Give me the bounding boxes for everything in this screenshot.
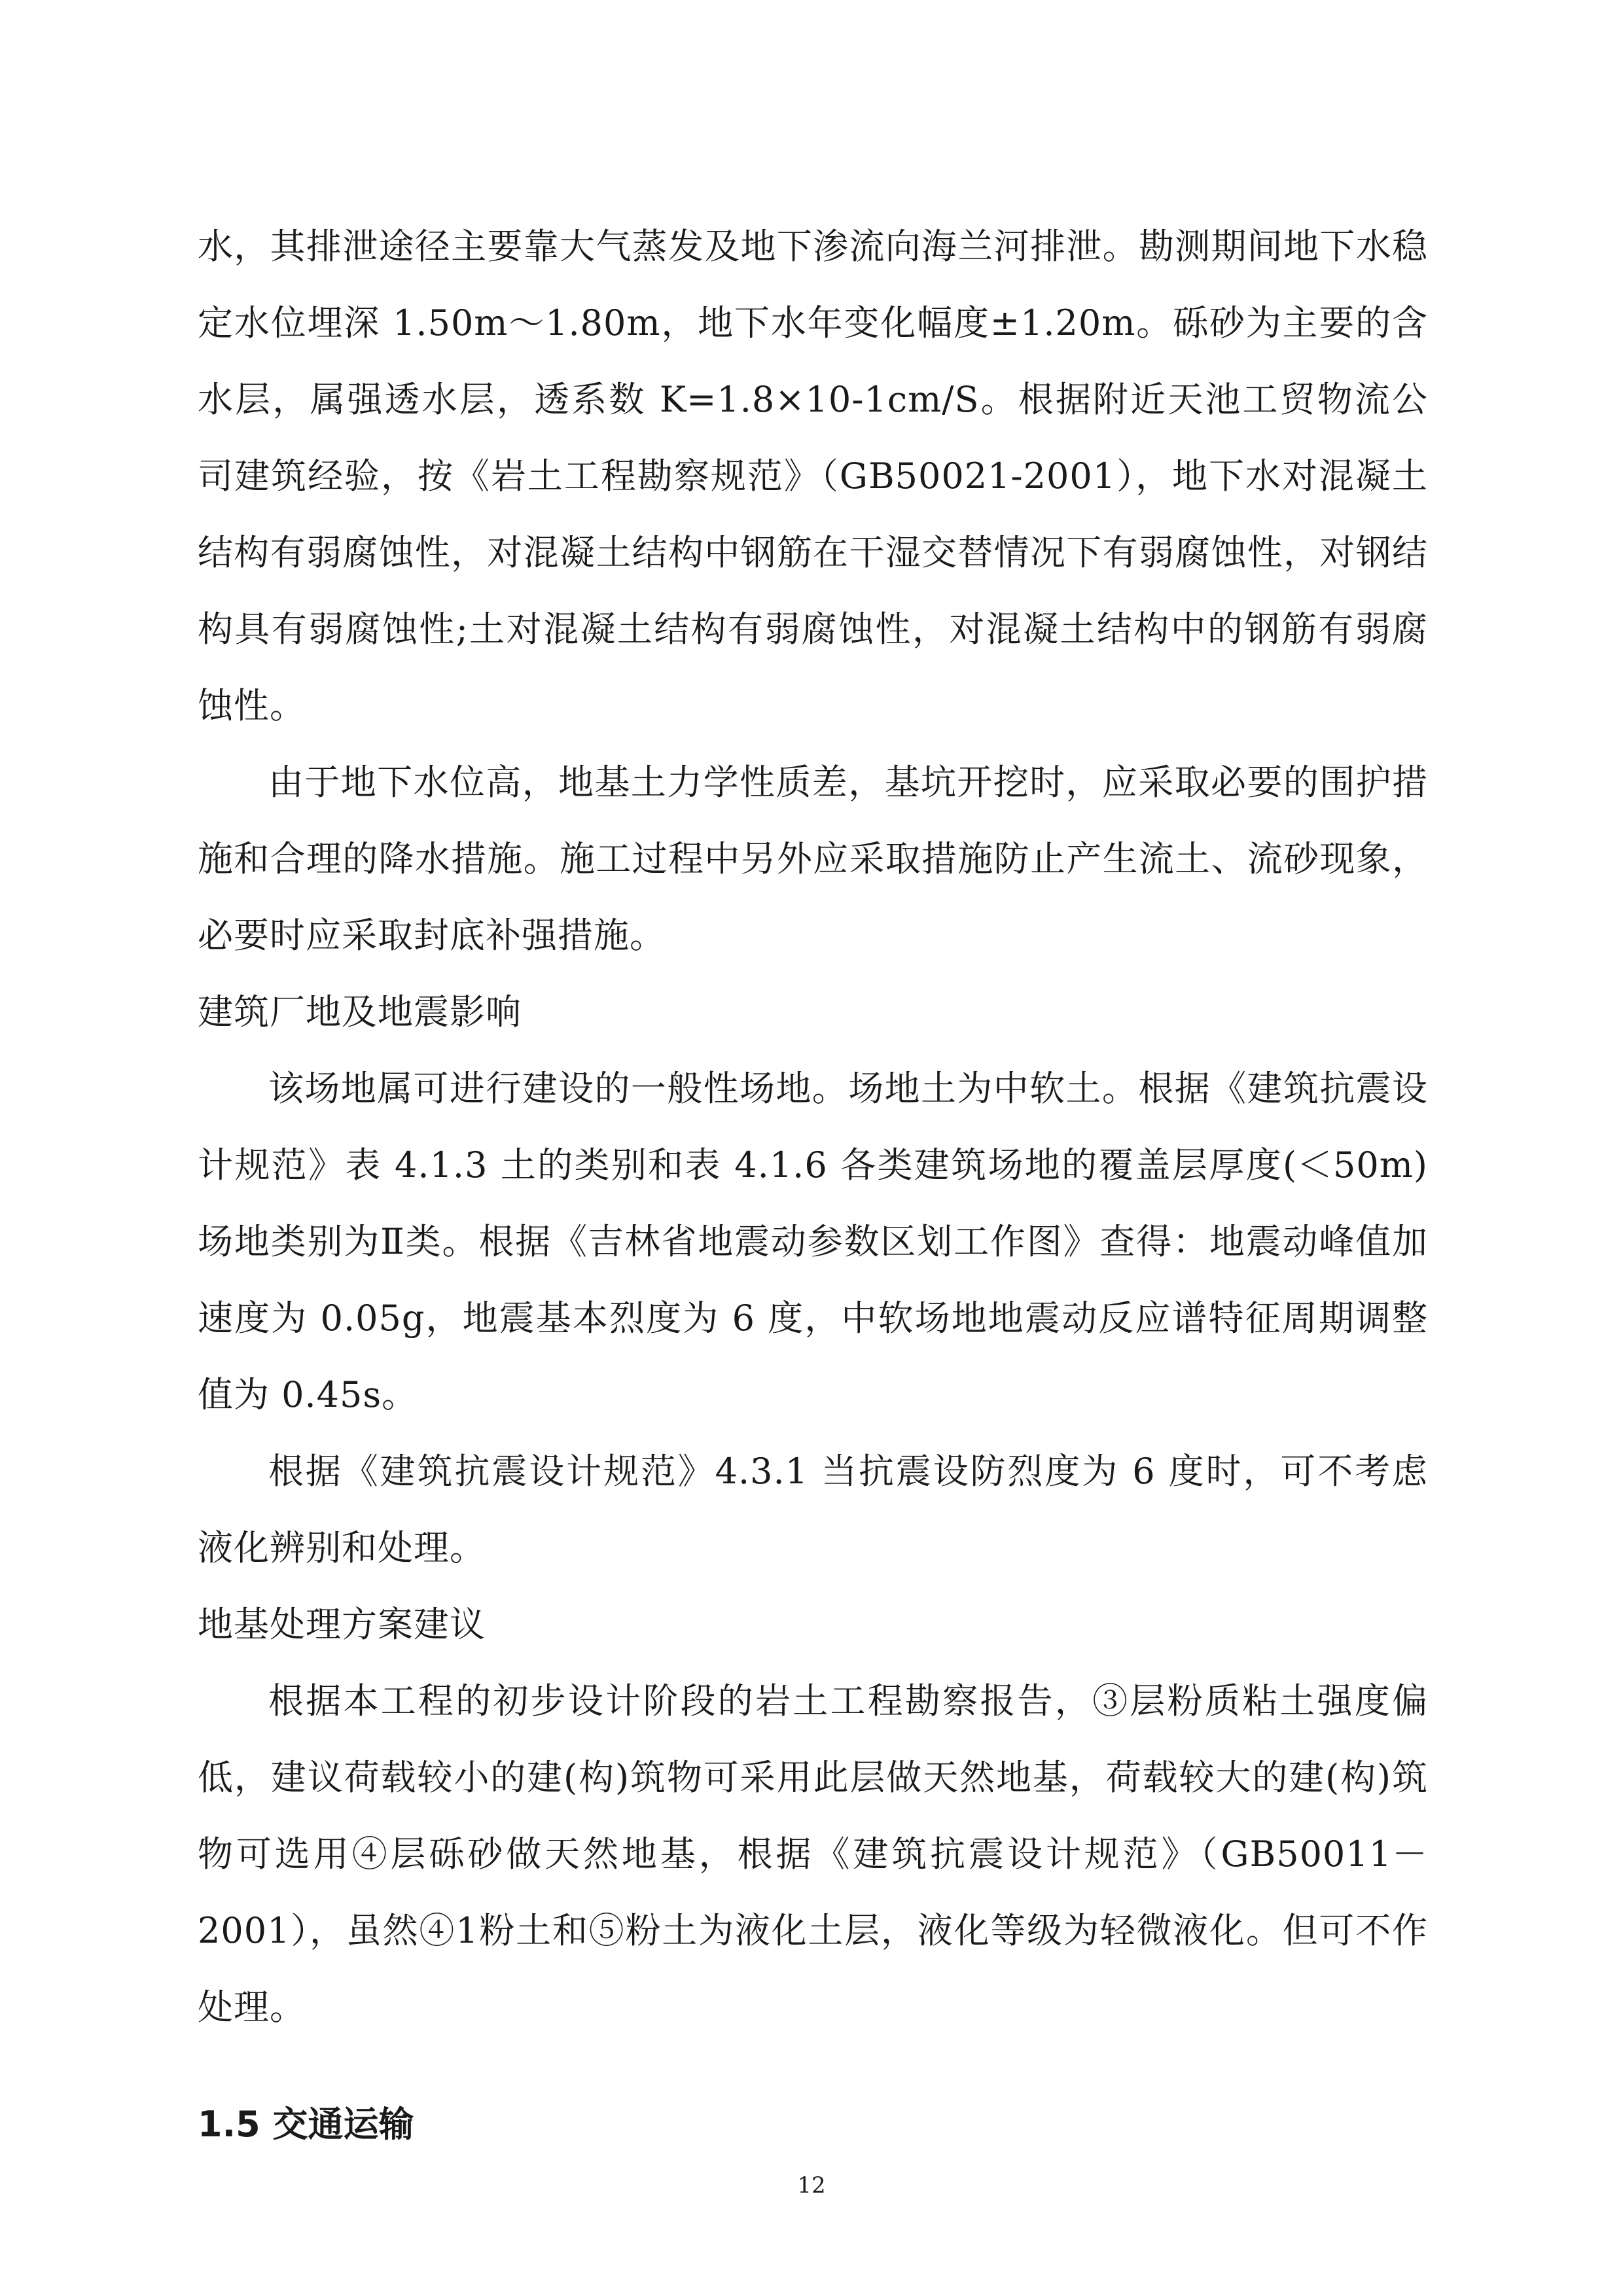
paragraph-liquefaction: 根据《建筑抗震设计规范》4.3.1 当抗震设防烈度为 6 度时，可不考虑液化辨别和处理。 [198,1451,1428,1568]
paragraph-foundation-recommendation: 根据本工程的初步设计阶段的岩土工程勘察报告，③层粉质粘土强度偏低，建议荷载较小的建(构)筑物可采用此层做天然地基，荷载较大的建(构)筑物可选用④层砾砂做天然地基，根据《建筑抗震设计规范》（GB50011－2001），虽然④1粉土和⑤粉土为液化土层，液化等级为轻微液化。但可不作处理。 [198,1680,1428,2028]
paragraph-foundation-pit: 由于地下水位高，地基土力学性质差，基坑开挖时，应采取必要的围护措施和合理的降水措施。施工过程中另外应采取措施防止产生流土、流砂现象，必要时应采取封底补强措施。 [198,762,1428,956]
subheading-site-seismic: 建筑厂地及地震影响 [198,991,522,1033]
subheading-foundation-treatment: 地基处理方案建议 [198,1604,486,1645]
page-number: 12 [797,2172,826,2199]
page-content [198,208,1428,2163]
paragraph-groundwater: 水，其排泄途径主要靠大气蒸发及地下渗流向海兰河排泄。勘测期间地下水稳定水位埋深 1.50m～1.80m，地下水年变化幅度±1.20m。砾砂为主要的含水层，属强透水层，透系数 K=1.8×10-1cm/S。根据附近天池工贸物流公司建筑经验，按《岩土工程勘察规范》（GB50021-2001），地下水对混凝土结构有弱腐蚀性，对混凝土结构中钢筋在干湿交替情况下有弱腐蚀性，对钢结构具有弱腐蚀性;土对混凝土结构有弱腐蚀性，对混凝土结构中的钢筋有弱腐蚀性。 [198,226,1428,726]
section-title-transport: 1.5 交通运输 [198,2104,414,2145]
paragraph-site-classification: 该场地属可进行建设的一般性场地。场地土为中软土。根据《建筑抗震设计规范》表 4.1.3 土的类别和表 4.1.6 各类建筑场地的覆盖层厚度(＜50m)场地类别为Ⅱ类。根据《吉林省地震动参数区划工作图》查得：地震动峰值加速度为 0.05g，地震基本烈度为 6 度，中软场地地震动反应谱特征周期调整值为 0.45s。 [198,1068,1428,1415]
